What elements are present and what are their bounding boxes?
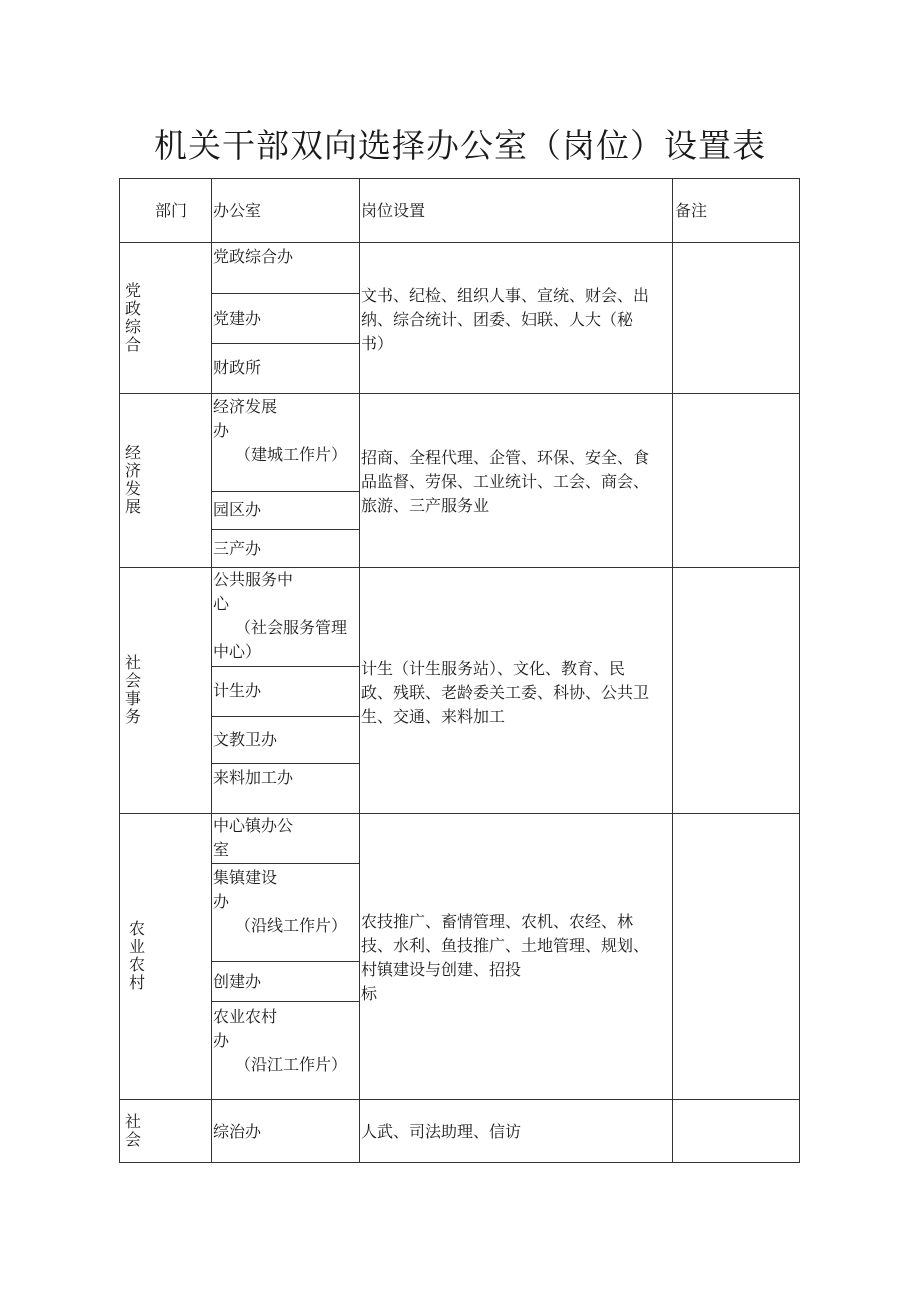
office-cell: 公共服务中 心 （社会服务管理 中心） <box>213 570 348 661</box>
posts-cell: 招商、全程代理、企管、环保、安全、食 品监督、劳保、工业统计、工会、商会、 旅游、三产服务业 <box>361 448 650 515</box>
office-cell: 来料加工办 <box>213 768 294 787</box>
office-cell: 文教卫办 <box>213 730 278 749</box>
office-cell: 中心镇办公 室 <box>213 816 294 859</box>
page-title: 机关干部双向选择办公室（岗位）设置表 <box>154 126 766 165</box>
office-cell: 创建办 <box>213 972 262 991</box>
posts-cell: 人武、司法助理、信访 <box>361 1122 522 1141</box>
posts-cell: 计生（计生服务站）、文化、教育、民 政、残联、老龄委关工委、科协、公共卫 生、交通、来料加工 <box>361 659 650 726</box>
office-cell: 党政综合办 <box>213 247 294 266</box>
office-cell: 财政所 <box>213 358 262 377</box>
position-table <box>119 178 800 1163</box>
office-cell: 计生办 <box>213 681 262 700</box>
header-dept: 部门 <box>155 201 188 220</box>
office-cell: 党建办 <box>213 309 262 328</box>
office-cell: 集镇建设 办 （沿线工作片） <box>213 868 348 935</box>
header-posts: 岗位设置 <box>361 201 426 220</box>
dept-label: 经济发展 <box>124 443 141 516</box>
dept-label: 农业农村 <box>128 919 145 992</box>
office-cell: 三产办 <box>213 539 262 558</box>
header-office: 办公室 <box>213 201 262 220</box>
header-remark: 备注 <box>675 201 708 220</box>
office-cell: 农业农村 办 （沿江工作片） <box>213 1007 348 1074</box>
office-cell: 综治办 <box>213 1122 262 1141</box>
posts-cell: 文书、纪检、组织人事、宣统、财会、出 纳、综合统计、团委、妇联、人大（秘 书） <box>361 286 650 353</box>
posts-cell: 农技推广、畜情管理、农机、农经、林 技、水利、鱼技推广、土地管理、规划、 村镇建设与创建、招投 标 <box>361 912 650 1003</box>
dept-label: 社会事务 <box>124 653 141 726</box>
dept-label: 社会 <box>124 1112 141 1149</box>
office-cell: 经济发展 办 （建城工作片） <box>213 397 348 464</box>
dept-label: 党政综合 <box>124 281 141 354</box>
office-cell: 园区办 <box>213 500 262 519</box>
